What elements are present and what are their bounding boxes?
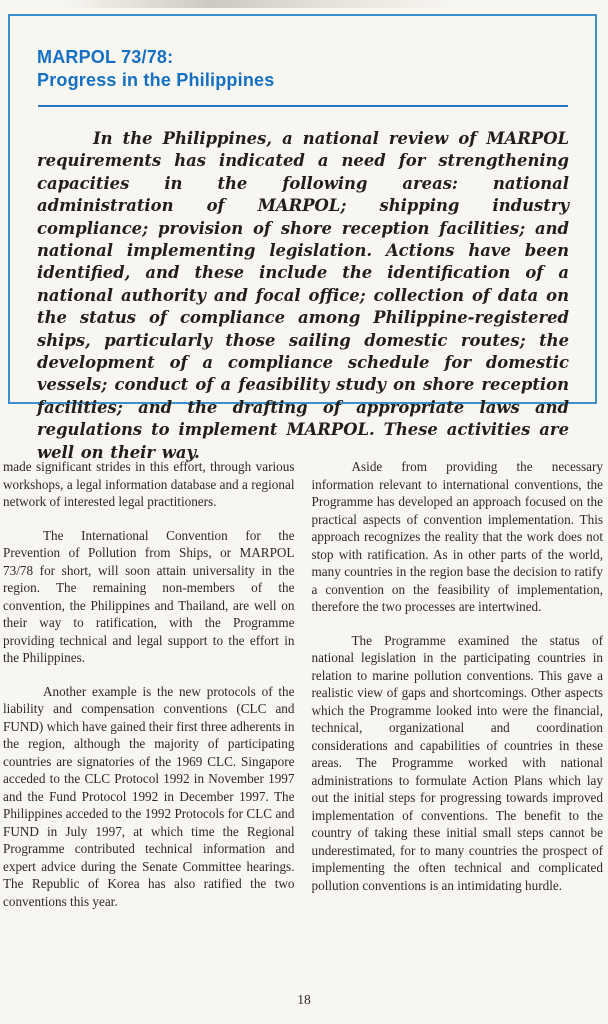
header-box xyxy=(8,14,597,462)
paragraph: Aside from providing the necessary information relevant to international conventions, the Programme has developed an approach focused on the practical aspects of convention implementation. This approach recognizes the reality that the work does not stop with ratification. As in other parts of the world, many countries in the region base the decision to ratify a convention on the feasibility of implementation, therefore the two processes are intertwined. xyxy=(311,459,603,614)
scan-edge-artifact xyxy=(0,0,608,8)
paragraph: The International Convention for the Prevention of Pollution from Ships, or MARPOL 73/78 for short, will soon attain universality in the region. The remaining non-members of the convention, the Philippines and Thailand, are well on their way to ratification, with the Programme providing technical and legal support to the effort in the Philippines. xyxy=(3,527,295,665)
body-columns xyxy=(3,458,603,926)
paragraph: Another example is the new protocols of the liability and compensation conventions (CLC and FUND) which have gained their first three adherents in the region, although the majority of participating countries are signatories of the 1969 CLC. Singapore acceded to the CLC Protocol 1992 in November 1997 and the Fund Protocol 1992 in December 1997. The Philippines acceded to the 1992 Protocols for CLC and FUND in July 1997, at which time the Regional Programme contributed technical information and expert advice during the Senate Committee hearings. The Republic of Korea has also ratified the two conventions this year. xyxy=(3,683,295,909)
paragraph: made significant strides in this effort, through various workshops, a legal information database and a regional network of interested legal practitioners. xyxy=(3,459,295,509)
title-rule-divider xyxy=(38,105,568,107)
right-column xyxy=(312,458,604,926)
page-title-line2: Progress in the Philippines xyxy=(37,70,275,90)
paragraph: The Programme examined the status of national legislation in the participating countries in relation to marine pollution conventions. This gave a realistic view of gaps and shortcomings. Other aspects which the Programme looked into were the financial, technical, organizational and coordination considerations and capabilities of countries in these areas. The Programme worked with national administrations to formulate Action Plans which lay out the initial steps for progressing towards improved implementation of conventions. The benefit to the country of taking these initial small steps cannot be underestimated, for to many countries the prospect of implementing the often technical and complicated pollution conventions is an intimidating hurdle. xyxy=(311,632,603,893)
left-column xyxy=(3,458,295,926)
summary-paragraph: In the Philippines, a national review of MARPOL requirements has indicated a need for strengthening capacities in the following areas: national administration of MARPOL; shipping industry compliance; provision of shore reception facilities; and national implementing legislation. Actions have been identified, and these include the identification of a national authority and focal office; collection of data on the status of compliance among Philippine-registered ships, particularly those sailing domestic routes; the development of a compliance schedule for domestic vessels; conduct of a feasibility study on shore reception facilities; and the drafting of appropriate laws and regulations to implement MARPOL. These activities are well on their way. xyxy=(37,129,569,462)
page-number: 18 xyxy=(297,992,311,1007)
page-title-line1: MARPOL 73/78: xyxy=(37,47,174,67)
page-title xyxy=(37,46,569,92)
